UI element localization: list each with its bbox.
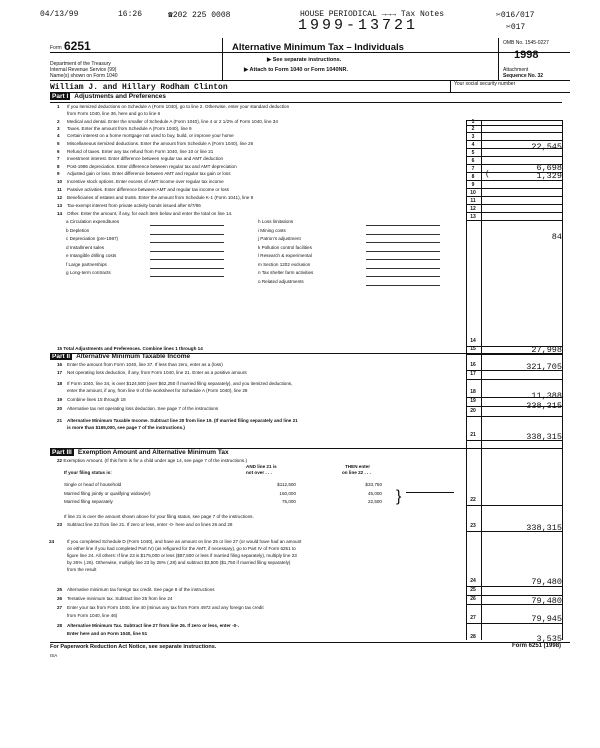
table-col-and: AND line 21 is	[246, 464, 277, 469]
value-line-27: 79,945	[531, 614, 562, 624]
line14-item: o Related adjustments	[258, 278, 304, 284]
line-box-label: 16	[470, 362, 476, 368]
line-row	[57, 211, 514, 217]
document-stamp: 1999-13721	[298, 17, 419, 34]
fax-phone: ☎202 225 0008	[168, 11, 231, 20]
line-row	[57, 397, 514, 403]
line-box-rule	[466, 416, 562, 417]
line14-item: c Depreciation (pre-1987)	[66, 236, 119, 241]
line-box-label: 25	[470, 587, 476, 593]
table-exemption: 22,500	[367, 499, 382, 504]
line-number: 2	[57, 119, 60, 124]
line14-item: m Section 1202 exclusion	[258, 261, 311, 267]
line-text: Alternative minimum tax foreign tax credit. See page 8 of the instructions	[67, 587, 215, 592]
line-box-rule	[466, 132, 562, 133]
line-text: If you itemized deductions on Schedule A (Form 1040), go to line 2. Otherwise, enter your standard deduction	[67, 104, 290, 109]
line-row	[57, 141, 514, 147]
tax-year: 1998	[514, 49, 539, 61]
line14-item: e Intangible drilling costs	[66, 253, 117, 258]
line14-item: a Circulation expenditures	[66, 219, 120, 224]
line14-item-rule	[366, 268, 440, 269]
line-row	[57, 623, 514, 629]
line-text: enter the amount, if any, from line 9 of the worksheet for Schedule A (Form 1040), line 28	[67, 388, 248, 393]
line-15-text: Total Adjustments and Preferences. Combine lines 1 through 14	[63, 346, 203, 351]
line-text: Refund of taxes. Enter any tax refund from Form 1040, line 10 or line 21	[67, 149, 214, 154]
line-text: Alternative Minimum Tax. Subtract line 27 from line 26. If zero or less, enter -0-.	[67, 623, 239, 628]
line-box-rule	[466, 188, 562, 189]
line14-item-rule	[366, 251, 440, 252]
footer-rule	[50, 642, 570, 643]
line-number: 21	[57, 418, 63, 423]
line-box-label: 18	[470, 389, 476, 395]
line14-item-rule	[366, 242, 440, 243]
table-col-enter: on line 22 . . .	[342, 470, 371, 475]
line-row	[57, 522, 514, 528]
line-box-label: 7	[471, 166, 475, 172]
line-box-rule	[466, 379, 562, 380]
isa-code: ISA	[50, 653, 58, 658]
line-box-label: 17	[470, 371, 476, 377]
line14-item-rule	[150, 251, 224, 252]
header-rule-top	[50, 52, 570, 53]
line-box-label: 11	[470, 198, 476, 204]
fax-sender: HOUSE PERIODICAL →→→ Tax Notes	[300, 10, 445, 19]
line-number: 18	[57, 381, 63, 386]
line-box-label: 22	[470, 497, 476, 503]
line-box-label: 9	[471, 182, 475, 188]
line-22-num: 22	[57, 458, 63, 463]
part3-title: Exemption Amount and Alternative Minimum Tax	[77, 449, 229, 456]
department: Department of the Treasury	[50, 61, 111, 67]
line-row	[57, 119, 514, 125]
line-number: 28	[57, 623, 63, 628]
value-line-13: 84	[551, 232, 562, 242]
line-box-label: 19	[470, 398, 476, 404]
line-number: 3	[57, 126, 60, 131]
line-22	[57, 458, 514, 464]
part3-header	[50, 449, 229, 456]
amount-col-right	[562, 120, 563, 640]
line14-item: d Installment sales	[66, 244, 105, 250]
line-row	[57, 171, 514, 177]
value-line-7: 1,329	[536, 171, 562, 181]
table-limit: 75,000	[281, 499, 296, 504]
line-text: Post-1986 depreciation. Enter difference between regular tax and AMT depreciation	[67, 164, 237, 169]
line-row	[57, 406, 514, 412]
line-number: 5	[57, 141, 60, 146]
line-number: 10	[57, 179, 63, 184]
table-col-then: THEN enter	[345, 464, 371, 469]
table-exemption: 45,000	[367, 490, 382, 496]
line-box-label: 2	[471, 126, 475, 132]
line-box-label: 12	[470, 206, 476, 212]
line-number: 16	[57, 362, 63, 367]
line-number: 25	[57, 587, 63, 592]
part2-header	[50, 353, 190, 360]
line-number: 23	[57, 522, 63, 527]
line-row	[57, 149, 514, 155]
value-line-28: 3,535	[536, 634, 562, 644]
header-divider-right	[498, 38, 499, 80]
line-row	[57, 362, 514, 368]
paren-line-7: (	[485, 170, 490, 179]
omb-number: OMB No. 1545-0227	[503, 40, 549, 46]
attach-note: ▶ Attach to Form 1040 or Form 1040NR.	[244, 67, 348, 73]
line-row	[57, 425, 514, 431]
line-box-label: 13	[470, 214, 476, 220]
line-box-label: 1	[471, 119, 475, 125]
part2-rule	[50, 353, 562, 354]
line-box-label: 14	[470, 338, 476, 344]
table-exemption: $33,750	[365, 482, 382, 487]
header-rule-mid	[50, 80, 570, 81]
line-text: Beneficiaries of estates and trusts. Enter the amount from Schedule K-1 (Form 1041), line 9	[67, 195, 254, 200]
line-24-row: from the result	[67, 567, 97, 572]
line-row	[57, 104, 514, 110]
line-row	[57, 133, 514, 139]
line-box-label: 26	[470, 596, 476, 602]
line-text: is more than $165,000, see page 7 of the instructions.)	[67, 425, 185, 430]
line-text: Enter the amount from Form 1040, line 37. If less than zero, enter as a (loss)	[67, 362, 223, 367]
line-text: Miscellaneous itemized deductions. Enter the amount from Schedule A (Form 1040), line 26	[67, 141, 254, 146]
paperwork-notice: For Paperwork Reduction Act Notice, see separate instructions.	[50, 644, 217, 650]
line-box-label: 24	[470, 578, 476, 584]
line-row	[57, 126, 514, 132]
line-text: Adjusted gain or loss. Enter difference between AMT and regular tax gain or loss	[67, 171, 231, 176]
line-number: 1	[57, 104, 60, 109]
part1-tag: Part I	[52, 93, 69, 100]
irs-label: Internal Revenue Service (99)	[50, 67, 117, 73]
table-status: Married filing separately	[64, 499, 113, 504]
part1-header	[50, 93, 166, 100]
line-row	[57, 187, 514, 193]
line-number: 14	[57, 211, 63, 216]
part3-tag: Part III	[52, 449, 72, 456]
line14-item-rule	[150, 242, 224, 243]
line-box-label: 23	[470, 523, 476, 529]
line-row	[57, 370, 514, 376]
line-box-label: 27	[470, 615, 476, 621]
table-limit: 150,000	[279, 490, 296, 496]
line-box-label: 8	[471, 174, 475, 180]
line14-item-rule	[366, 225, 440, 226]
taxpayer-name: William J. and Hillary Rodham Clinton	[50, 83, 228, 92]
line-row	[57, 164, 514, 170]
line14-item: n Tax shelter farm activities	[258, 270, 314, 275]
value-line-19: 338,315	[526, 401, 562, 411]
line-box-rule	[466, 505, 562, 506]
line-15-num: 15	[57, 346, 63, 351]
line-text: Tentative minimum tax. Subtract line 25 from line 24	[67, 596, 173, 601]
line-number: 11	[57, 187, 62, 192]
line-box-label: 20	[470, 408, 476, 414]
line14-item: k Pollution control facilities	[258, 244, 312, 250]
line-24-row: by 26% (.26). Otherwise, multiply line 23 by 28% (.28) and subtract $3,500 ($1,750 if married filing separately)	[67, 560, 291, 565]
line14-item: i Mining costs	[258, 227, 286, 233]
form-number: 6251	[64, 39, 91, 53]
line-24-row: If you completed Schedule D (Form 1040), and have an amount on line 25 or line 27 (or would have had an amount	[67, 539, 302, 544]
line-22-text: Exemption Amount. (If this form is for a child under age 14, see page 7 of the instructions.)	[63, 458, 247, 463]
line-text: Alternative tax net operating loss deduction. See page 7 of the instructions	[67, 406, 219, 411]
value-line-6: 6,698	[536, 163, 562, 173]
line-number: 6	[57, 149, 60, 154]
line-row	[57, 381, 514, 387]
line-text: Enter your tax from Form 1040, line 40 (minus any tax from Form 4972 and any foreign tax credit	[67, 605, 264, 610]
attachment-label: Attachment	[503, 67, 529, 73]
line-text: Investment interest. Enter difference between regular tax and AMT deduction	[67, 156, 224, 161]
table-col-notover: not over . . .	[246, 470, 272, 475]
instructions-note: ▶ See separate instructions.	[267, 57, 342, 63]
line-text: Medical and dental. Enter the smaller of Schedule A (Form 1040), line 4 or 2 1/2% of Form 1040, line 34	[67, 119, 278, 124]
line14-item-rule	[366, 234, 440, 235]
line-box-label: 6	[471, 158, 475, 164]
line-text: If Form 1040, line 34, is over $124,500 (over $62,250 if married filing separately), and you itemized deductions,	[67, 381, 293, 386]
line-15	[57, 346, 514, 352]
line-text: Tax-exempt interest from private activity bonds issued after 8/7/86	[67, 203, 201, 208]
line-box-rule	[466, 156, 562, 157]
line-box-rule	[466, 204, 562, 205]
line-box-rule	[466, 125, 562, 126]
table-limit: $112,500	[277, 482, 296, 487]
line14-item-rule	[150, 276, 224, 277]
line-text: Alternative Minimum Taxable Income. Subtract line 20 from line 19. (If married filing separately and line 21	[67, 418, 298, 423]
form-title: Alternative Minimum Tax – Individuals	[232, 42, 404, 53]
line-box-rule	[466, 220, 562, 221]
part2-title: Alternative Minimum Taxable Income	[76, 353, 191, 360]
table-status: Single or head of household	[64, 482, 122, 487]
line-text: Incentive stock options. Enter excess of AMT income over regular tax income	[67, 179, 224, 184]
line14-item: f Large partnerships	[66, 261, 107, 267]
line-row	[57, 195, 514, 201]
line-row	[57, 156, 514, 162]
line-number: 8	[57, 164, 60, 169]
line-number: 19	[57, 397, 63, 402]
line-box-rule	[466, 140, 562, 141]
ssn-divider	[450, 80, 451, 92]
value-line-26: 79,480	[531, 596, 562, 606]
line-text: Passive activities. Enter difference between AMT and regular tax income or loss	[67, 187, 229, 192]
value-line-16: 321,705	[526, 362, 562, 372]
line-number: 9	[57, 171, 60, 176]
line-number: 13	[57, 203, 63, 208]
value-line-18: 11,388	[531, 391, 562, 401]
fax-date: 04/13/99	[40, 10, 79, 19]
line-text: from Form 1040, line 36, here and go to line 6	[67, 111, 161, 116]
line-box-label: 10	[470, 190, 476, 196]
form-label: Form	[50, 45, 62, 51]
value-line-15: 27,998	[531, 345, 562, 355]
line14-item: h Loss limitations	[258, 219, 294, 224]
line-number: 12	[57, 195, 63, 200]
value-line-23: 338,315	[526, 523, 562, 533]
line-24-row: on either line if you had completed Part IV) (as refigured for the AMT, if necessary), go to Part IV of Form 6251 to	[67, 546, 296, 551]
table-note: If line 21 is over the amount shown above for your filing status, see page 7 of the instructions.	[64, 514, 254, 519]
fax-page-2: ✂017	[506, 23, 526, 32]
line-24-row: figure line 24. All others: If line 23 is $175,000 or less ($87,500 or less if married filing separately), multiply line 23	[67, 553, 297, 558]
line14-item: l Research & experimental	[258, 253, 312, 258]
line-row	[57, 631, 514, 637]
line-text: Certain interest on a home mortgage not used to buy, build, or improve your home	[67, 133, 234, 138]
value-line-3: 22,545	[531, 142, 562, 152]
line-text: Combine lines 15 through 18	[67, 397, 126, 402]
line-number: 17	[57, 370, 63, 375]
line-box-label: 3	[471, 134, 475, 140]
fax-page: ✂016/017	[496, 11, 535, 20]
line-box-label: 21	[470, 432, 476, 438]
line-24-num: 24	[49, 539, 55, 544]
sequence-number: Sequence No. 32	[503, 73, 544, 79]
line-text: from Form 1040, line 46)	[67, 613, 118, 618]
line-row	[57, 613, 514, 619]
line14-item-rule	[150, 259, 224, 260]
line-text: Subtract line 22 from line 21. If zero or less, enter -0- here and on lines 26 and 28	[67, 522, 233, 527]
line14-item: j Patron's adjustment	[258, 236, 301, 241]
fax-time: 16:26	[118, 10, 143, 19]
line14-item-rule	[150, 234, 224, 235]
line-row	[57, 605, 514, 611]
line-box-rule	[466, 196, 562, 197]
line-box-label: 4	[471, 142, 475, 148]
table-status: Married filing jointly or qualifying widow(er)	[64, 490, 151, 496]
line-box-label: 28	[470, 634, 476, 640]
line-row	[57, 418, 514, 424]
table-col-status: If your filing status is:	[64, 470, 112, 475]
line-row	[57, 203, 514, 209]
line14-item: b Depletion	[66, 227, 90, 233]
line14-item: g Long-term contracts	[66, 270, 111, 275]
line-text: Taxes. Enter the amount from Schedule A (Form 1040), line 9	[67, 126, 192, 131]
line-box-rule	[466, 120, 562, 121]
line-row	[57, 111, 514, 117]
line14-item-rule	[150, 268, 224, 269]
line-text: Net operating loss deduction, if any, from Form 1040, line 21. Enter as a positive amount	[67, 370, 247, 375]
value-line-24: 79,480	[531, 577, 562, 587]
line-row	[57, 596, 514, 602]
line-box-label: 5	[471, 150, 475, 156]
part1-title: Adjustments and Preferences	[74, 93, 167, 100]
part2-tag: Part II	[52, 353, 71, 360]
value-line-21: 338,315	[526, 432, 562, 442]
line14-item-rule	[366, 285, 440, 286]
line-number: 4	[57, 133, 60, 138]
line-box-rule	[466, 212, 562, 213]
line-number: 27	[57, 605, 63, 610]
line-text: Enter here and on Form 1040, line 51	[67, 631, 148, 636]
line-row	[57, 179, 514, 185]
line-number: 7	[57, 156, 60, 161]
part3-rule	[50, 448, 562, 449]
line14-item-rule	[150, 225, 224, 226]
line-row	[57, 587, 514, 593]
ssn-label: Your social security number	[454, 81, 516, 87]
line-text: Other. Enter the amount, if any, for each item below and enter the total on line 14.	[67, 211, 233, 216]
line14-item-rule	[366, 276, 440, 277]
line-22-entry-rule	[406, 492, 454, 493]
line14-item-rule	[366, 259, 440, 260]
names-label: Name(s) shown on Form 1040	[50, 73, 118, 79]
part1-rule	[50, 102, 562, 103]
line-number: 26	[57, 596, 63, 601]
line-box-label: 15	[470, 346, 476, 352]
brace: }	[396, 488, 402, 505]
form-footer-tag: Form 6251 (1998)	[512, 643, 562, 649]
header-divider-left	[222, 38, 223, 80]
line-number: 20	[57, 406, 63, 411]
line-row	[57, 388, 514, 394]
